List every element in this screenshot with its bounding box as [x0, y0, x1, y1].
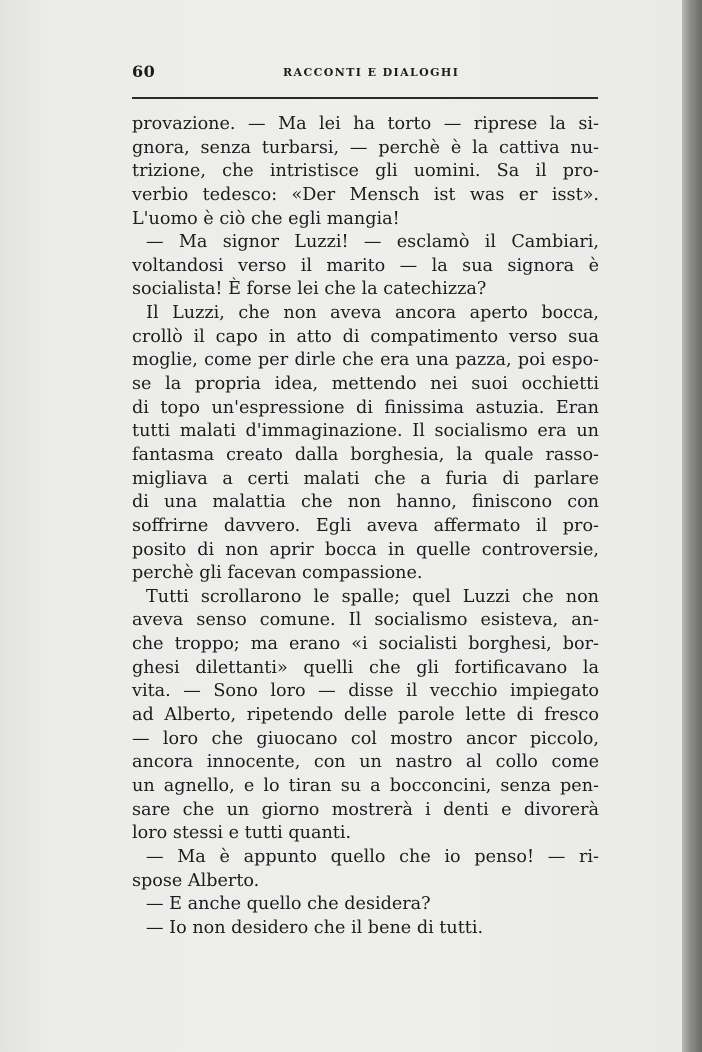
text-line: soffrirne davvero. Egli aveva affermato il pro- — [132, 515, 599, 536]
running-head: RACCONTI E DIALOGHI — [283, 66, 460, 79]
text-line: trizione, che intristisce gli uomini. Sa il pro- — [132, 161, 599, 182]
text-line: perchè gli facevan compassione. — [132, 563, 423, 584]
text-line: socialista! È forse lei che la catechizza? — [132, 279, 487, 300]
text-line: — loro che giuocano col mostro ancor piccolo, — [132, 728, 599, 749]
text-line: gnora, senza turbarsi, — perchè è la cattiva nu- — [132, 137, 599, 158]
text-line: Il Luzzi, che non aveva ancora aperto bocca, — [146, 303, 599, 324]
text-line: — Ma signor Luzzi! — esclamò il Cambiari, — [146, 232, 599, 253]
text-line: tutti malati d'immaginazione. Il socialismo era un — [132, 421, 599, 442]
text-line: loro stessi e tutti quanti. — [132, 823, 352, 844]
text-line: moglie, come per dirle che era una pazza, poi espo- — [132, 350, 599, 371]
text-line: voltandosi verso il marito — la sua signora è — [132, 255, 599, 276]
text-line: migliava a certi malati che a furia di parlare — [132, 468, 599, 489]
text-line: vita. — Sono loro — disse il vecchio impiegato — [132, 681, 599, 702]
text-line: verbio tedesco: «Der Mensch ist was er isst». — [132, 184, 599, 205]
header-rule — [132, 97, 598, 99]
text-line: — Io non desidero che il bene di tutti. — [146, 917, 484, 938]
text-line: provazione. — Ma lei ha torto — riprese la si- — [132, 114, 599, 134]
text-line: aveva senso comune. Il socialismo esisteva, an- — [132, 610, 599, 631]
text-line: ghesi dilettanti» quelli che gli fortificavano la — [132, 657, 599, 678]
text-line: se la propria idea, mettendo nei suoi occhietti — [132, 374, 599, 395]
page-number: 60 — [132, 62, 156, 81]
text-line: ancora innocente, con un nastro al collo come — [132, 752, 599, 773]
text-line: crollò il capo in atto di compatimento verso sua — [132, 326, 599, 347]
text-line: che troppo; ma erano «i socialisti borghesi, bor- — [132, 634, 599, 655]
text-line: posito di non aprir bocca in quelle controversie, — [132, 539, 599, 560]
text-line: sare che un giorno mostrerà i denti e divorerà — [132, 799, 599, 820]
text-line: spose Alberto. — [132, 870, 260, 891]
text-line: — E anche quello che desidera? — [146, 894, 431, 915]
text-line: di una malattia che non hanno, finiscono con — [132, 492, 599, 513]
text-line: fantasma creato dalla borghesia, la quale rasso- — [132, 444, 599, 465]
text-line: di topo un'espressione di finissima astuzia. Eran — [132, 397, 599, 418]
body-text — [132, 113, 599, 940]
page-header — [132, 62, 598, 86]
text-line: un agnello, e lo tiran su a bocconcini, senza pen- — [132, 775, 599, 796]
text-line: L'uomo è ciò che egli mangia! — [132, 208, 400, 229]
text-line: ad Alberto, ripetendo delle parole lette di fresco — [132, 705, 599, 726]
text-line: Tutti scrollarono le spalle; quel Luzzi che non — [146, 586, 599, 607]
text-line: — Ma è appunto quello che io penso! — ri- — [146, 846, 599, 867]
book-spine-edge — [682, 0, 702, 1052]
